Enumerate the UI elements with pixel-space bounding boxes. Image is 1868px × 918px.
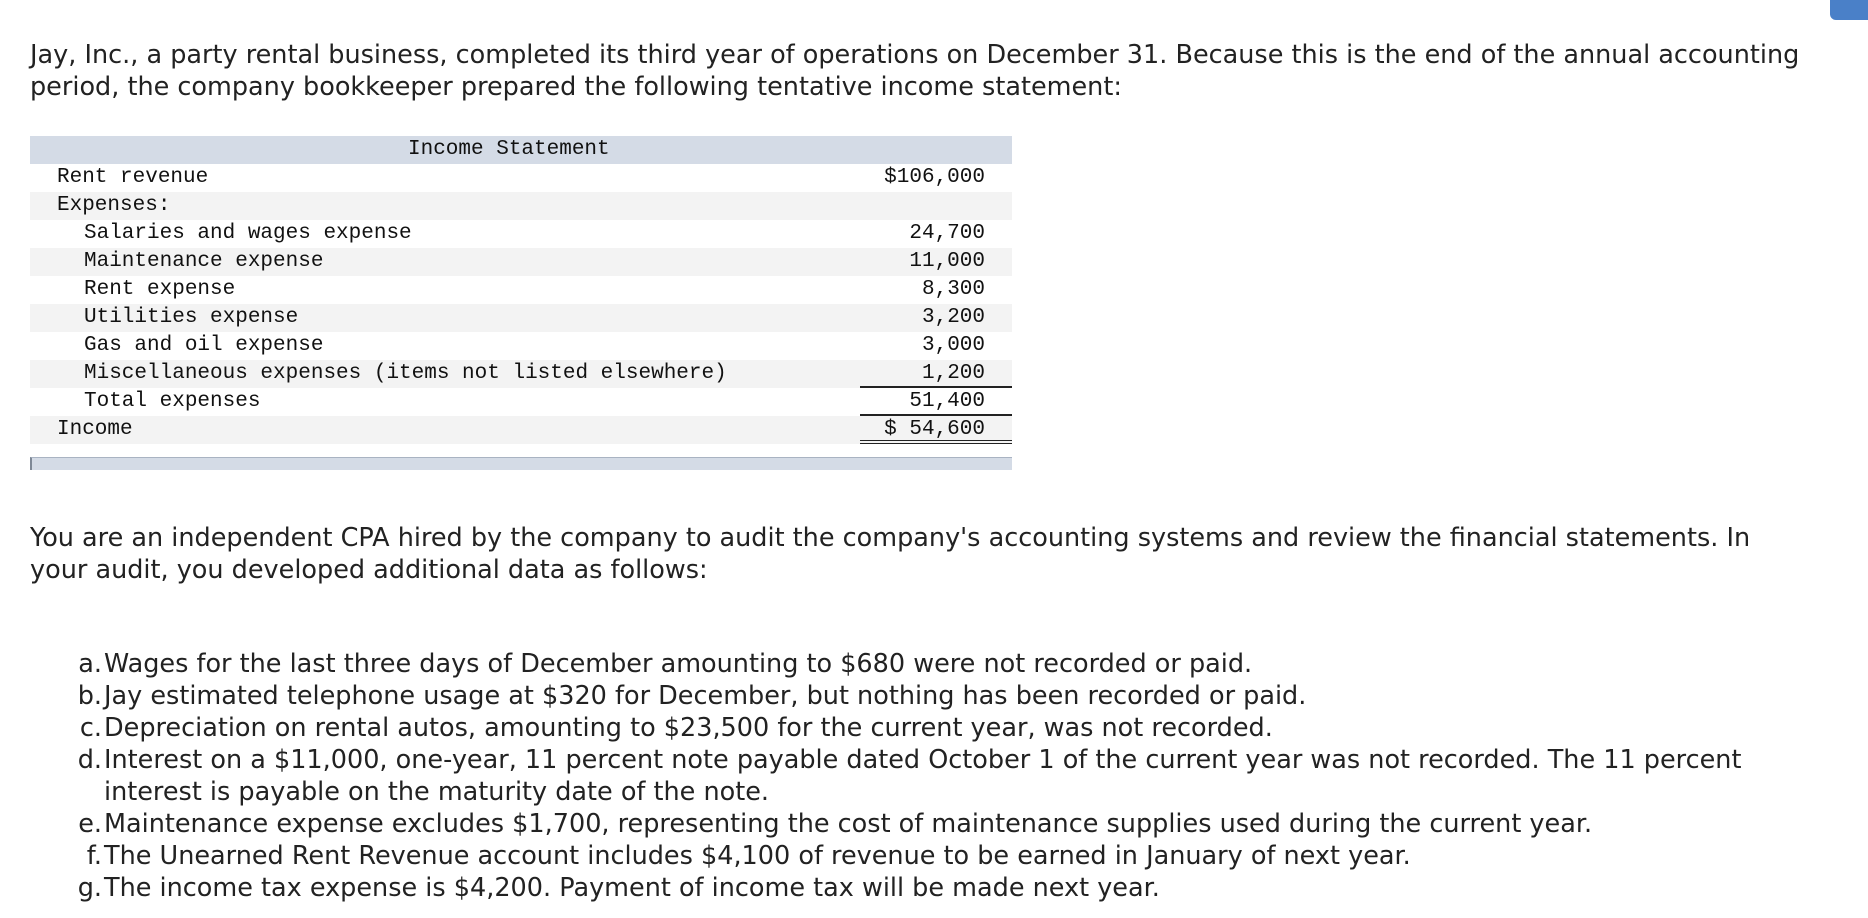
item-letter: c. [79,713,102,743]
expense-label: Miscellaneous expenses (items not listed elsewhere) [84,362,727,385]
table-row [30,360,1012,388]
rent-revenue-amount: $106,000 [884,166,985,189]
item-text: The Unearned Rent Revenue account includes $4,100 of revenue to be earned in January of next year. [104,841,1411,871]
expense-amount: 3,000 [921,334,985,357]
item-text: Depreciation on rental autos, amounting to $23,500 for the current year, was not recorded. [104,713,1273,743]
list-item [72,808,1772,840]
table-row [30,332,1012,360]
table-scrollbar[interactable] [30,457,1012,470]
item-letter: d. [77,745,102,775]
expense-amount: 8,300 [921,278,985,301]
table-row [30,388,1012,416]
list-item [72,648,1772,680]
table-row [30,276,1012,304]
list-item [72,712,1772,744]
expense-label: Utilities expense [84,306,299,329]
table-row [30,192,1012,220]
item-text: Jay estimated telephone usage at $320 for December, but nothing has been recorded or paid. [104,681,1307,711]
item-letter: e. [78,809,102,839]
total-expenses-label: Total expenses [84,390,261,413]
expense-amount: 24,700 [909,222,985,245]
list-item [72,744,1772,808]
audit-intro-paragraph: You are an independent CPA hired by the company to audit the company's accounting systems and review the financial statements. In your audit, you developed additional data as follows: [30,523,1751,585]
table-row [30,416,1012,444]
intro-paragraph: Jay, Inc., a party rental business, completed its third year of operations on December 31. Because this is the end of the annual accounting period, the company bookkeeper prepared the following tentative income statement: [30,40,1800,102]
item-letter: f. [86,841,102,871]
table-row [30,164,1012,192]
table-row [30,220,1012,248]
item-text: Wages for the last three days of December amounting to $680 were not recorded or paid. [104,649,1253,679]
list-item [72,872,1772,904]
item-letter: a. [78,649,102,679]
rent-revenue-label: Rent revenue [57,166,209,189]
expense-label: Salaries and wages expense [84,222,412,245]
income-statement-table [30,136,1012,470]
expenses-heading: Expenses: [57,194,171,217]
item-text: The income tax expense is $4,200. Payment of income tax will be made next year. [104,873,1160,903]
adjustments-list [72,648,1772,904]
income-label: Income [57,418,133,441]
income-amount: $ 54,600 [860,416,1012,444]
expense-label: Maintenance expense [84,250,324,273]
item-letter: g. [77,873,102,903]
expense-label: Rent expense [84,278,236,301]
expense-amount: 11,000 [909,250,985,273]
item-letter: b. [77,681,102,711]
total-expenses-amount: 51,400 [860,388,1012,416]
table-row [30,304,1012,332]
item-text: Maintenance expense excludes $1,700, representing the cost of maintenance supplies used during the current year. [104,809,1593,839]
list-item [72,680,1772,712]
list-item [72,840,1772,872]
expense-amount: 1,200 [860,360,1012,388]
table-row [30,248,1012,276]
corner-tab[interactable] [1830,0,1868,20]
item-text: Interest on a $11,000, one-year, 11 percent note payable dated October 1 of the current year was not recorded. The 11 percent interest is payable on the maturity date of the note. [104,745,1742,807]
statement-title: Income Statement [30,136,1012,164]
expense-amount: 3,200 [921,306,985,329]
expense-label: Gas and oil expense [84,334,324,357]
